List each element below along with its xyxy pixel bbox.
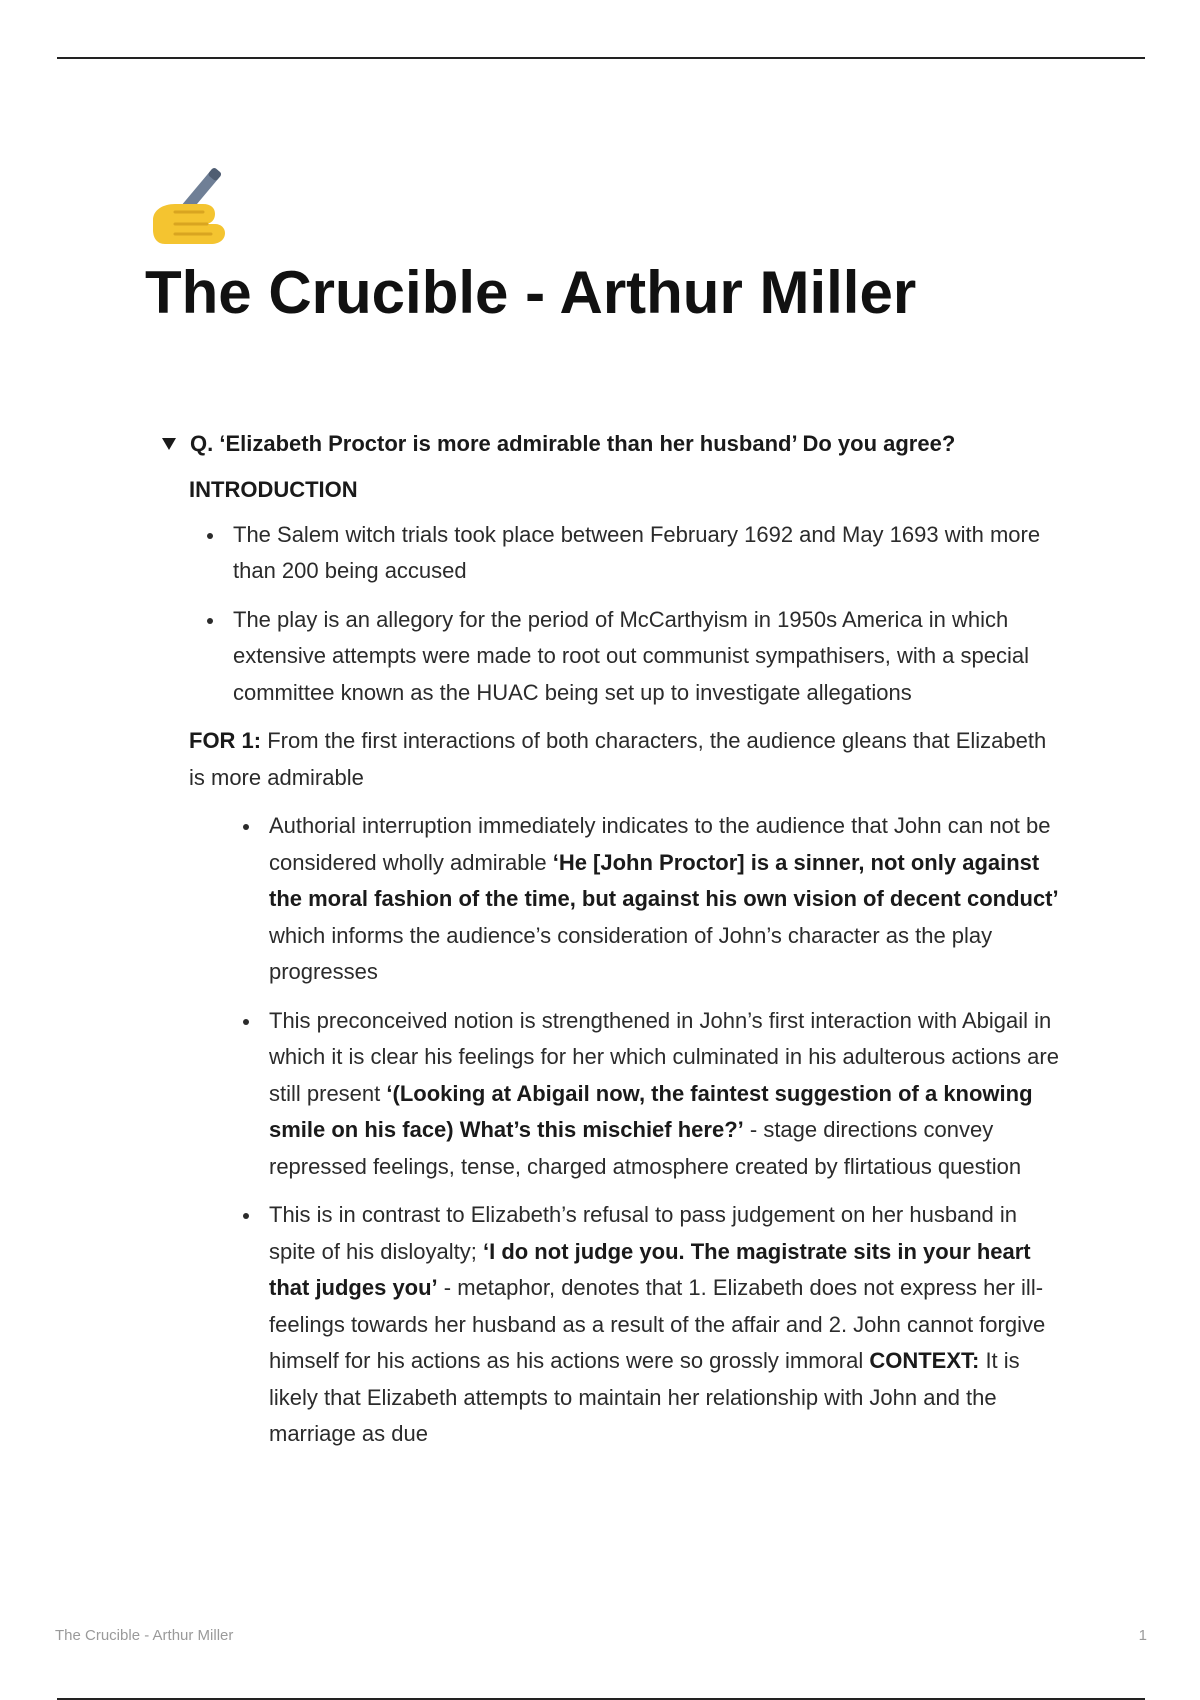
for1-text: From the first interactions of both characters, the audience gleans that Elizabeth is more admirable [189,728,1047,790]
toggle-body [189,472,1060,1453]
page-title: The Crucible - Arthur Miller [145,259,917,326]
writing-hand-icon [145,158,235,248]
top-divider [57,57,1145,59]
intro-bullet-list [203,517,1060,712]
for1-bullet-list [239,808,1060,1453]
toggle-question: Q. ‘Elizabeth Proctor is more admirable than her husband’ Do you agree? [190,431,956,456]
bullet-text: - stage directions convey repressed feelings, tense, charged atmosphere created by flirtatious question [269,1117,1022,1179]
bullet-quote: ‘(Looking at Abigail now, the faintest suggestion of a knowing smile on his face) What’s this mischief here?’ [269,1080,1033,1142]
list-item: The play is an allegory for the period of McCarthyism in 1950s America in which extensive attempts were made to root out communist sympathisers, with a special committee known as the HUAC being set up to investigate allegations [203,602,1060,712]
list-item: The Salem witch trials took place between February 1692 and May 1693 with more than 200 being accused [203,517,1060,590]
bullet-text: This preconceived notion is strengthened in John’s first interaction with Abigail in which it is clear his feelings for her which culminated in his adulterous actions are still present [269,1007,1059,1106]
list-item [239,1197,1060,1453]
list-item [239,808,1060,991]
bullet-text: Authorial interruption immediately indicates to the audience that John can not be considered wholly admirable [269,813,1051,875]
toggle-summary[interactable] [160,426,1060,462]
footer-document-title: The Crucible - Arthur Miller [55,1627,234,1644]
footer-page-number: 1 [1138,1627,1147,1644]
question-toggle [160,426,1060,1465]
list-item [239,1003,1060,1186]
for1-paragraph [189,723,1060,796]
bullet-text: This is in contrast to Elizabeth’s refusal to pass judgement on her husband in spite of his disloyalty; [269,1202,1018,1264]
bullet-quote: ‘I do not judge you. The magistrate sits in your heart that judges you’ [269,1238,1031,1300]
context-label: CONTEXT: [869,1348,980,1373]
bullet-text: It is likely that Elizabeth attempts to maintain her relationship with John and the marriage as due [269,1348,1020,1446]
bullet-quote: ‘He [John Proctor] is a sinner, not only against the moral fashion of the time, but against his own vision of decent conduct’ [269,849,1059,911]
bullet-text: which informs the audience’s consideration of John’s character as the play progresses [269,922,993,984]
triangle-down-icon[interactable] [162,438,176,450]
bullet-text: - metaphor, denotes that 1. Elizabeth does not express her ill-feelings towards her husband as a result of the affair and 2. John cannot forgive himself for his actions as his actions were so grossly immoral [269,1275,1046,1373]
for1-label: FOR 1: [189,728,262,753]
section-heading-introduction: INTRODUCTION [189,477,358,502]
